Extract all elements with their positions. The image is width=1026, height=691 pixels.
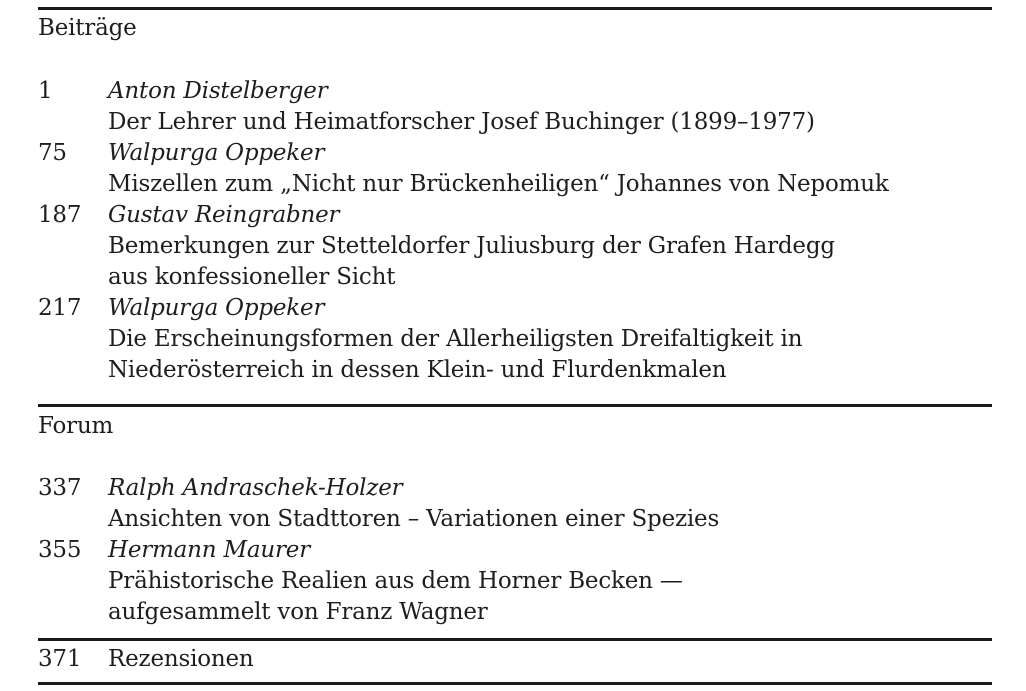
entry-author: Hermann Maurer [108, 537, 310, 563]
entry-page-number: 75 [38, 140, 67, 166]
reviews-label: Rezensionen [108, 646, 254, 672]
entry-title-line: Bemerkungen zur Stetteldorfer Juliusburg der Grafen Hardegg [108, 233, 835, 259]
entry-author: Ralph Andraschek-Holzer [108, 475, 403, 501]
entry-title-line: Ansichten von Stadttoren – Variationen einer Spezies [108, 506, 720, 532]
entry-page-number: 355 [38, 537, 82, 563]
entry-author: Walpurga Oppeker [108, 295, 325, 321]
reviews-page-number: 371 [38, 646, 82, 672]
entry-page-number: 217 [38, 295, 82, 321]
entry-author: Anton Distelberger [108, 78, 328, 104]
section-divider-reviews [38, 638, 992, 641]
section-title-forum: Forum [38, 413, 114, 439]
entry-title-line: Die Erscheinungsformen der Allerheiligsten Dreifaltigkeit in [108, 326, 803, 352]
top-rule [38, 7, 992, 10]
entry-page-number: 187 [38, 202, 82, 228]
entry-title-line: Niederösterreich in dessen Klein- und Flurdenkmalen [108, 357, 727, 383]
entry-title-line: Miszellen zum „Nicht nur Brückenheiligen“ Johannes von Nepomuk [108, 171, 889, 197]
entry-title-line: aufgesammelt von Franz Wagner [108, 599, 488, 625]
entry-author: Walpurga Oppeker [108, 140, 325, 166]
section-title-beitraege: Beiträge [38, 15, 137, 41]
entry-title-line: aus konfessioneller Sicht [108, 264, 396, 290]
entry-title-line: Prähistorische Realien aus dem Horner Becken — [108, 568, 683, 594]
entry-title-line: Der Lehrer und Heimatforscher Josef Buchinger (1899–1977) [108, 109, 815, 135]
section-divider-forum [38, 404, 992, 407]
bottom-rule [38, 682, 992, 685]
entry-page-number: 337 [38, 475, 82, 501]
entry-page-number: 1 [38, 78, 53, 104]
entry-author: Gustav Reingrabner [108, 202, 340, 228]
